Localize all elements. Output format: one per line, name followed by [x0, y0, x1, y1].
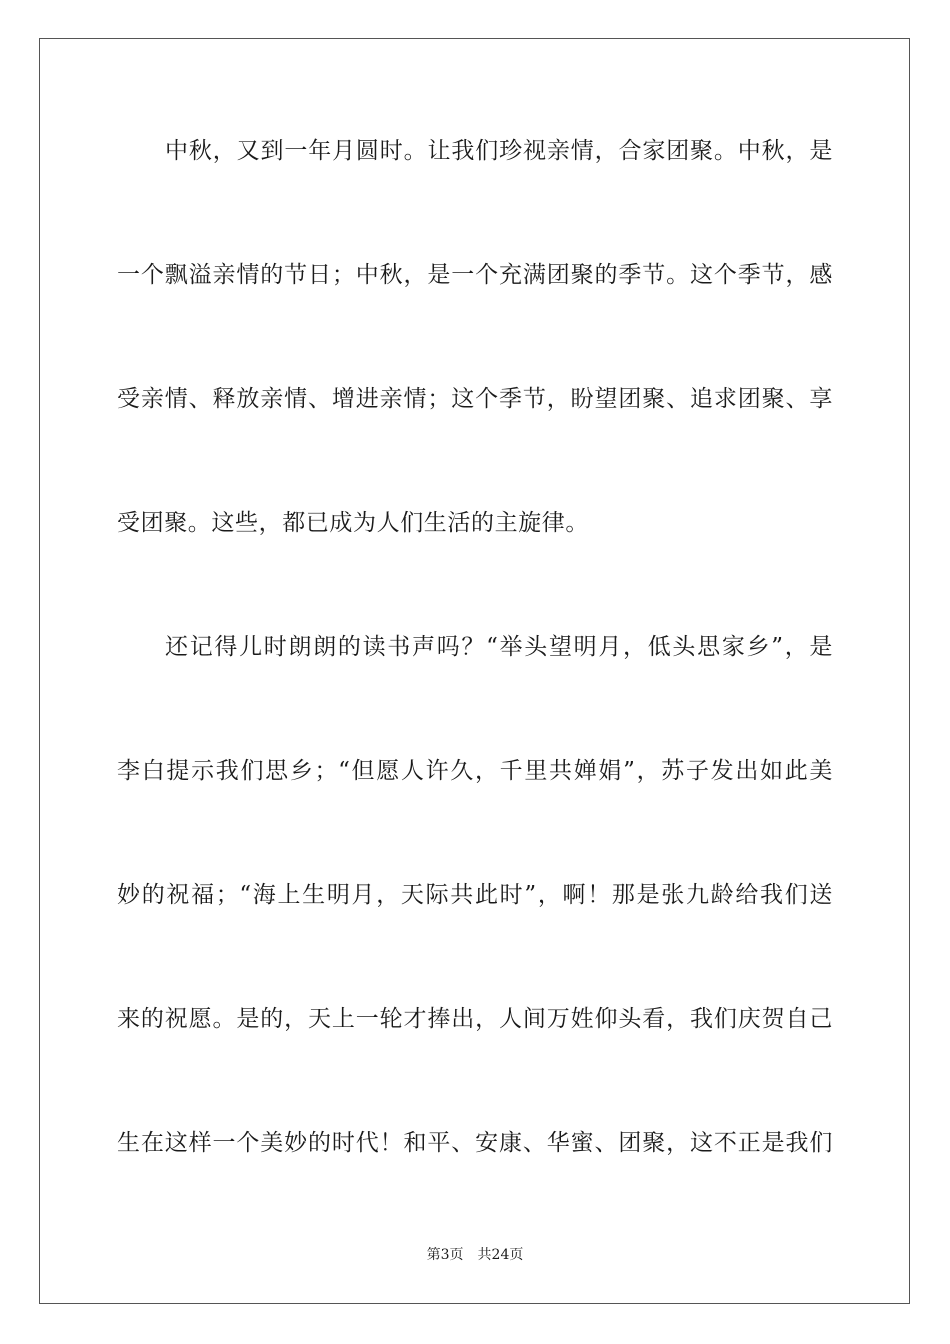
paragraph-2-line-3: 妙的祝福；“海上生明月，天际共此时”，啊！那是张九龄给我们送: [117, 882, 833, 908]
paragraph-1-line-2: 一个飘溢亲情的节日；中秋，是一个充满团聚的季节。这个季节，感: [117, 262, 833, 288]
page-number: 第3页: [426, 1247, 464, 1263]
paragraph-1-line-3: 受亲情、释放亲情、增进亲情；这个季节，盼望团聚、追求团聚、享: [117, 386, 833, 412]
paragraph-1-line-4: 受团聚。这些，都已成为人们生活的主旋律。: [117, 510, 589, 536]
paragraph-2-line-5: 生在这样一个美妙的时代！和平、安康、华蜜、团聚，这不正是我们: [117, 1130, 833, 1156]
page-frame: [39, 38, 910, 1304]
page-footer: [0, 1246, 950, 1264]
paragraph-2-line-4: 来的祝愿。是的，天上一轮才捧出，人间万姓仰头看，我们庆贺自己: [117, 1006, 833, 1032]
paragraph-1-line-1: 中秋，又到一年月圆时。让我们珍视亲情，合家团聚。中秋，是: [165, 138, 833, 164]
paragraph-2-line-1: 还记得儿时朗朗的读书声吗？“举头望明月，低头思家乡”，是: [165, 634, 833, 660]
paragraph-2-line-2: 李白提示我们思乡；“但愿人许久，千里共婵娟”，苏子发出如此美: [117, 758, 833, 784]
page-total: 共24页: [477, 1247, 524, 1263]
